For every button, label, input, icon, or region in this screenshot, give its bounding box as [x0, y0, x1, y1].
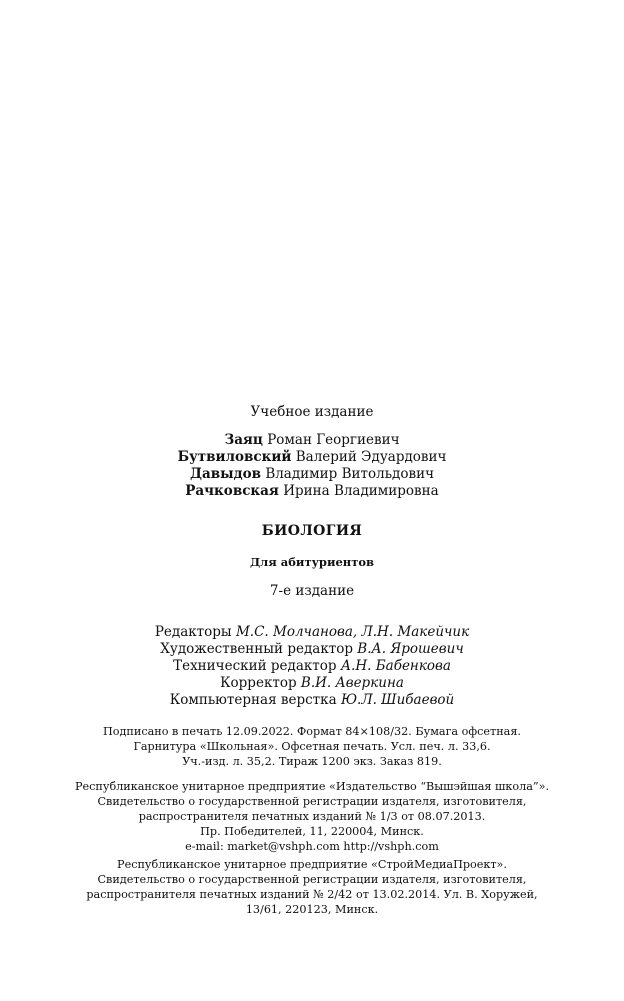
printer-line: Республиканское унитарное предприятие «СтройМедиаПроект». [117, 858, 507, 871]
staff-names: М.С. Молчанова, Л.Н. Макейчик [235, 624, 470, 640]
staff-names: А.Н. Бабенкова [340, 658, 451, 674]
staff-names: В.А. Ярошевич [357, 641, 464, 657]
edition-number: 7-е издание [269, 583, 355, 599]
staff-role: Технический редактор [173, 658, 337, 674]
publisher-line: Свидетельство о государственной регистрации издателя, изготовителя, [97, 795, 527, 808]
print-info-line: Подписано в печать 12.09.2022. Формат 84×108/32. Бумага офсетная. [103, 725, 521, 738]
staff-line [0, 641, 624, 657]
book-title: БИОЛОГИЯ [261, 523, 363, 539]
author-names: Ирина Владимировна [283, 483, 439, 499]
printer-line: распространителя печатных изданий № 2/42 от 13.02.2014. Ул. В. Хоружей, [86, 888, 538, 901]
print-info-line: Уч.-изд. л. 35,2. Тираж 1200 экз. Заказ 819. [182, 755, 442, 768]
publisher-line: Республиканское унитарное предприятие «Издательство “Вышэйшая школа”». [75, 780, 549, 793]
author-line [0, 483, 624, 499]
staff-names: В.И. Аверкина [300, 675, 404, 691]
staff-line [0, 692, 624, 708]
staff-role: Редакторы [154, 624, 232, 640]
print-info-line: Гарнитура «Школьная». Офсетная печать. Усл. печ. л. 33,6. [133, 740, 491, 753]
staff-names: Ю.Л. Шибаевой [340, 692, 455, 708]
book-subtitle: Для абитуриентов [249, 555, 375, 569]
staff-line [0, 624, 624, 640]
author-surname: Заяц [224, 432, 263, 448]
staff-line [0, 658, 624, 674]
staff-role: Художественный редактор [160, 641, 353, 657]
author-line [0, 449, 624, 465]
printer-line: 13/61, 220123, Минск. [245, 903, 379, 916]
publisher-contacts: e-mail: market@vshph.com http://vshph.com [185, 840, 439, 853]
author-line [0, 466, 624, 482]
publisher-line: распространителя печатных изданий № 1/3 от 08.07.2013. [138, 810, 486, 823]
author-surname: Бутвиловский [177, 449, 292, 465]
staff-role: Компьютерная верстка [169, 692, 337, 708]
author-surname: Давыдов [189, 466, 262, 482]
author-surname: Рачковская [185, 483, 279, 499]
edition-type: Учебное издание [250, 404, 374, 420]
author-names: Владимир Витольдович [265, 466, 435, 482]
author-line [0, 432, 624, 448]
author-names: Роман Георгиевич [267, 432, 400, 448]
printer-line: Свидетельство о государственной регистрации издателя, изготовителя, [97, 873, 527, 886]
publisher-line: Пр. Победителей, 11, 220004, Минск. [200, 825, 424, 838]
staff-role: Корректор [220, 675, 297, 691]
staff-line [0, 675, 624, 691]
author-names: Валерий Эдуардович [295, 449, 447, 465]
